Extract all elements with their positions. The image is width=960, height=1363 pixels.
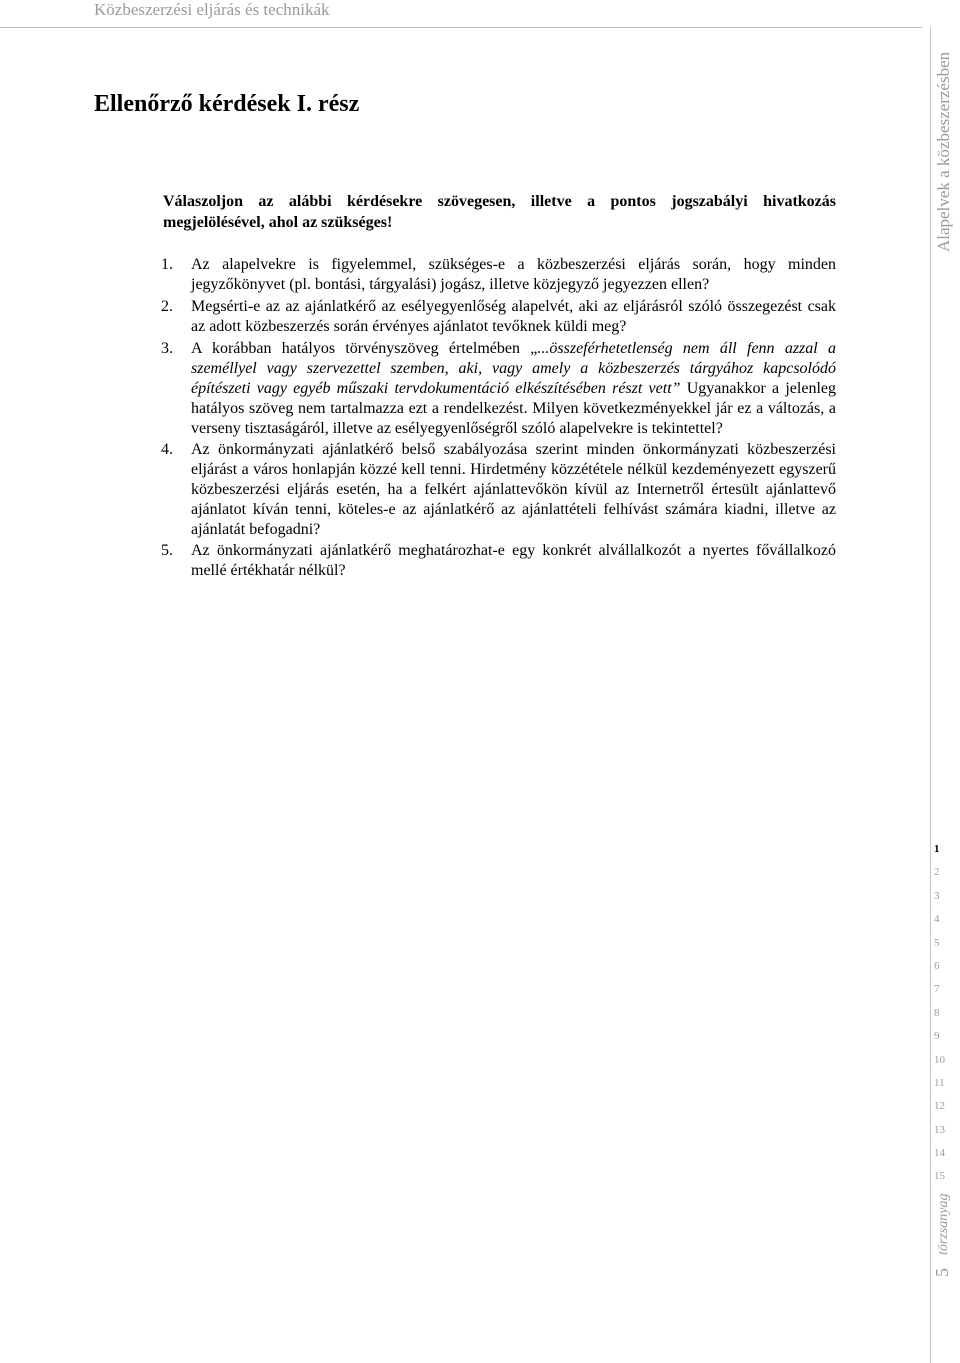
question-1 (161, 255, 836, 295)
question-number: 5. (161, 542, 173, 559)
instruction-text: Válaszoljon az alábbi kérdésekre szövegesen, illetve a pontos jogszabályi hivatkozás megjelölésével, ahol az szükséges! (163, 193, 836, 231)
page-number: 2 (934, 866, 940, 879)
question-text: Megsérti-e az az ajánlatkérő az esélyegyenlőség alapelvét, aki az eljárásról szóló összegezést csak az adott közbeszerzés során érvényes ajánlatot tevőknek küldi meg? (191, 298, 836, 335)
question-text: Ugyanakkor a jelenleg hatályos szöveg nem tartalmazza ezt a rendelkezést. Milyen következményekkel jár ez a változás, a verseny tisztaságáról, illetve az esélyegyenlőségről szóló alapelvekre is tekintettel? (191, 380, 837, 437)
footer-label: törzsanyag (936, 1193, 951, 1255)
quoted-law-text: ...összeférhetetlenség nem áll fenn azzal a személlyel vagy szervezettel szemben, aki, vagy amely a közbeszerzés tárgyához kapcsolódó építészeti vagy egyéb műszaki tervdokumentáció elkészítésében részt vett” (191, 340, 837, 397)
page-number: 4 (934, 913, 940, 926)
question-list (161, 255, 836, 581)
page-number: 5 (934, 936, 940, 949)
question-5 (161, 541, 836, 581)
question-2 (161, 297, 836, 337)
page-number: 14 (934, 1147, 945, 1160)
question-text-intro: A korábban hatályos törvényszöveg értelmében „ (191, 340, 538, 357)
page-number: 9 (934, 1030, 940, 1043)
side-title: Alapelvek a közbeszerzésben (934, 51, 953, 252)
page-number: 15 (934, 1170, 945, 1183)
question-3 (161, 339, 836, 439)
page-number: 3 (934, 889, 940, 902)
side-rule (930, 27, 931, 1363)
page-number: 1 (934, 843, 940, 855)
page-number: 8 (934, 1006, 940, 1019)
question-number: 3. (161, 340, 173, 357)
footer-page-number: 5 (932, 1268, 952, 1277)
question-number: 2. (161, 298, 173, 315)
question-text: Az önkormányzati ajánlatkérő meghatározhat-e egy konkrét alvállalkozót a nyertes fővállalkozó mellé értékhatár nélkül? (191, 542, 836, 579)
question-text: Az önkormányzati ajánlatkérő belső szabályozása szerint minden önkormányzati közbeszerzési eljárást a város honlapján közzé kell tenni. Hirdetmény közzététele nélkül kezdeményezett egyszerű közbeszerzési eljárás esetén, ha a felkért ajánlattevőkön kívül az Internetről értesült ajánlattevő ajánlatot kíván tenni, köteles-e az ajánlatkérő az ajánlattételi felhívást számára kiadni, illetve az ajánlatát befogadni? (191, 441, 836, 538)
running-header: Közbeszerzési eljárás és technikák (94, 0, 330, 19)
page-title: Ellenőrző kérdések I. rész (94, 91, 360, 117)
page-number: 11 (934, 1076, 945, 1089)
page-number: 6 (934, 959, 940, 972)
page-number: 7 (934, 983, 940, 996)
question-number: 1. (161, 256, 173, 273)
page-number-index (934, 838, 960, 1189)
question-number: 4. (161, 441, 173, 458)
question-4 (161, 440, 836, 540)
page-number: 12 (934, 1100, 945, 1113)
header-rule (0, 27, 922, 28)
page-number: 10 (934, 1053, 945, 1066)
page-number: 13 (934, 1123, 945, 1136)
question-text: Az alapelvekre is figyelemmel, szükséges-e a közbeszerzési eljárás során, hogy minden jegyzőkönyvet (pl. bontási, tárgyalási) jogász, illetve közjegyző jegyezzen ellen? (191, 256, 836, 293)
